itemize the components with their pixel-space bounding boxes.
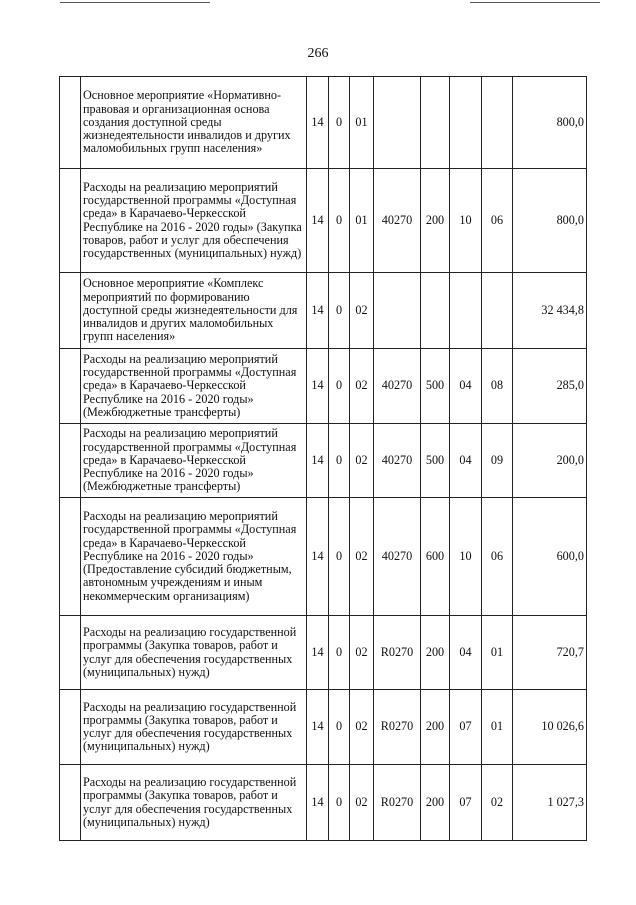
- expense-direction-code: R0270: [374, 765, 421, 841]
- program-code: 14: [307, 77, 329, 169]
- section-code: 10: [450, 169, 482, 273]
- section-code: [450, 77, 482, 169]
- activity-code: 02: [350, 616, 374, 690]
- program-code: 14: [307, 424, 329, 498]
- amount: 1 027,3: [513, 765, 587, 841]
- item-name: Расходы на реализацию государственной программы (Закупка товаров, работ и услуг для обеспечения государственных (муниципальных) нужд): [81, 690, 307, 765]
- expense-type-code: 200: [421, 169, 450, 273]
- amount: 800,0: [513, 77, 587, 169]
- expense-direction-code: [374, 273, 421, 349]
- item-name: Расходы на реализацию мероприятий государственной программы «Доступная среда» в Карачаево-Черкесской Республике на 2016 - 2020 годы» (Закупка товаров, работ и услуг для обеспечения государственных (муниципальных) нужд): [81, 169, 307, 273]
- subsection-code: 08: [482, 349, 513, 424]
- table-row: [60, 273, 587, 349]
- expense-direction-code: 40270: [374, 169, 421, 273]
- row-index-cell: [60, 690, 81, 765]
- amount: 800,0: [513, 169, 587, 273]
- expense-direction-code: 40270: [374, 424, 421, 498]
- subsection-code: [482, 273, 513, 349]
- activity-code: 02: [350, 765, 374, 841]
- item-name: Расходы на реализацию мероприятий государственной программы «Доступная среда» в Карачаево-Черкесской Республике на 2016 - 2020 годы» (Межбюджетные трансферты): [81, 424, 307, 498]
- program-code: 14: [307, 349, 329, 424]
- expense-direction-code: [374, 77, 421, 169]
- amount: 200,0: [513, 424, 587, 498]
- subprogram-code: 0: [329, 349, 350, 424]
- expense-type-code: [421, 273, 450, 349]
- top-rule-right: [470, 2, 600, 3]
- table-row: [60, 169, 587, 273]
- expense-direction-code: R0270: [374, 690, 421, 765]
- subprogram-code: 0: [329, 616, 350, 690]
- activity-code: 02: [350, 424, 374, 498]
- table-row: [60, 498, 587, 616]
- amount: 10 026,6: [513, 690, 587, 765]
- row-index-cell: [60, 273, 81, 349]
- program-code: 14: [307, 273, 329, 349]
- row-index-cell: [60, 169, 81, 273]
- activity-code: 02: [350, 349, 374, 424]
- page-number: 266: [307, 46, 329, 61]
- budget-table: [59, 76, 587, 841]
- expense-type-code: 200: [421, 765, 450, 841]
- activity-code: 01: [350, 77, 374, 169]
- expense-type-code: 200: [421, 690, 450, 765]
- table-row: [60, 690, 587, 765]
- subprogram-code: 0: [329, 169, 350, 273]
- row-index-cell: [60, 349, 81, 424]
- subprogram-code: 0: [329, 498, 350, 616]
- subprogram-code: 0: [329, 424, 350, 498]
- expense-type-code: 500: [421, 349, 450, 424]
- row-index-cell: [60, 616, 81, 690]
- program-code: 14: [307, 765, 329, 841]
- subsection-code: 02: [482, 765, 513, 841]
- activity-code: 02: [350, 690, 374, 765]
- expense-type-code: 500: [421, 424, 450, 498]
- subsection-code: 09: [482, 424, 513, 498]
- table-row: [60, 616, 587, 690]
- subsection-code: 01: [482, 616, 513, 690]
- row-index-cell: [60, 498, 81, 616]
- table-row: [60, 424, 587, 498]
- program-code: 14: [307, 169, 329, 273]
- subsection-code: 01: [482, 690, 513, 765]
- top-rule-left: [60, 2, 210, 3]
- subsection-code: [482, 77, 513, 169]
- activity-code: 02: [350, 273, 374, 349]
- section-code: 04: [450, 424, 482, 498]
- row-index-cell: [60, 765, 81, 841]
- activity-code: 01: [350, 169, 374, 273]
- section-code: 04: [450, 349, 482, 424]
- program-code: 14: [307, 616, 329, 690]
- subprogram-code: 0: [329, 765, 350, 841]
- expense-direction-code: 40270: [374, 349, 421, 424]
- section-code: [450, 273, 482, 349]
- expense-type-code: [421, 77, 450, 169]
- expense-direction-code: R0270: [374, 616, 421, 690]
- table-row: [60, 349, 587, 424]
- expense-type-code: 200: [421, 616, 450, 690]
- table-body: [60, 77, 587, 841]
- section-code: 04: [450, 616, 482, 690]
- activity-code: 02: [350, 498, 374, 616]
- section-code: 10: [450, 498, 482, 616]
- expense-direction-code: 40270: [374, 498, 421, 616]
- item-name: Расходы на реализацию мероприятий государственной программы «Доступная среда» в Карачаево-Черкесской Республике на 2016 - 2020 годы» (Предоставление субсидий бюджетным, автономным учреждениям и иным некоммерческим организациям): [81, 498, 307, 616]
- subsection-code: 06: [482, 169, 513, 273]
- subprogram-code: 0: [329, 690, 350, 765]
- expense-type-code: 600: [421, 498, 450, 616]
- subprogram-code: 0: [329, 77, 350, 169]
- item-name: Расходы на реализацию государственной программы (Закупка товаров, работ и услуг для обеспечения государственных (муниципальных) нужд): [81, 765, 307, 841]
- program-code: 14: [307, 498, 329, 616]
- item-name: Основное мероприятие «Нормативно-правовая и организационная основа создания доступной среды жизнедеятельности инвалидов и других маломобильных групп населения»: [81, 77, 307, 169]
- table-row: [60, 77, 587, 169]
- amount: 285,0: [513, 349, 587, 424]
- amount: 32 434,8: [513, 273, 587, 349]
- amount: 600,0: [513, 498, 587, 616]
- row-index-cell: [60, 77, 81, 169]
- row-index-cell: [60, 424, 81, 498]
- amount: 720,7: [513, 616, 587, 690]
- table-row: [60, 765, 587, 841]
- section-code: 07: [450, 765, 482, 841]
- subsection-code: 06: [482, 498, 513, 616]
- program-code: 14: [307, 690, 329, 765]
- item-name: Основное мероприятие «Комплекс мероприятий по формированию доступной среды жизнедеятельности для инвалидов и других маломобильных групп населения»: [81, 273, 307, 349]
- subprogram-code: 0: [329, 273, 350, 349]
- item-name: Расходы на реализацию мероприятий государственной программы «Доступная среда» в Карачаево-Черкесской Республике на 2016 - 2020 годы» (Межбюджетные трансферты): [81, 349, 307, 424]
- section-code: 07: [450, 690, 482, 765]
- item-name: Расходы на реализацию государственной программы (Закупка товаров, работ и услуг для обеспечения государственных (муниципальных) нужд): [81, 616, 307, 690]
